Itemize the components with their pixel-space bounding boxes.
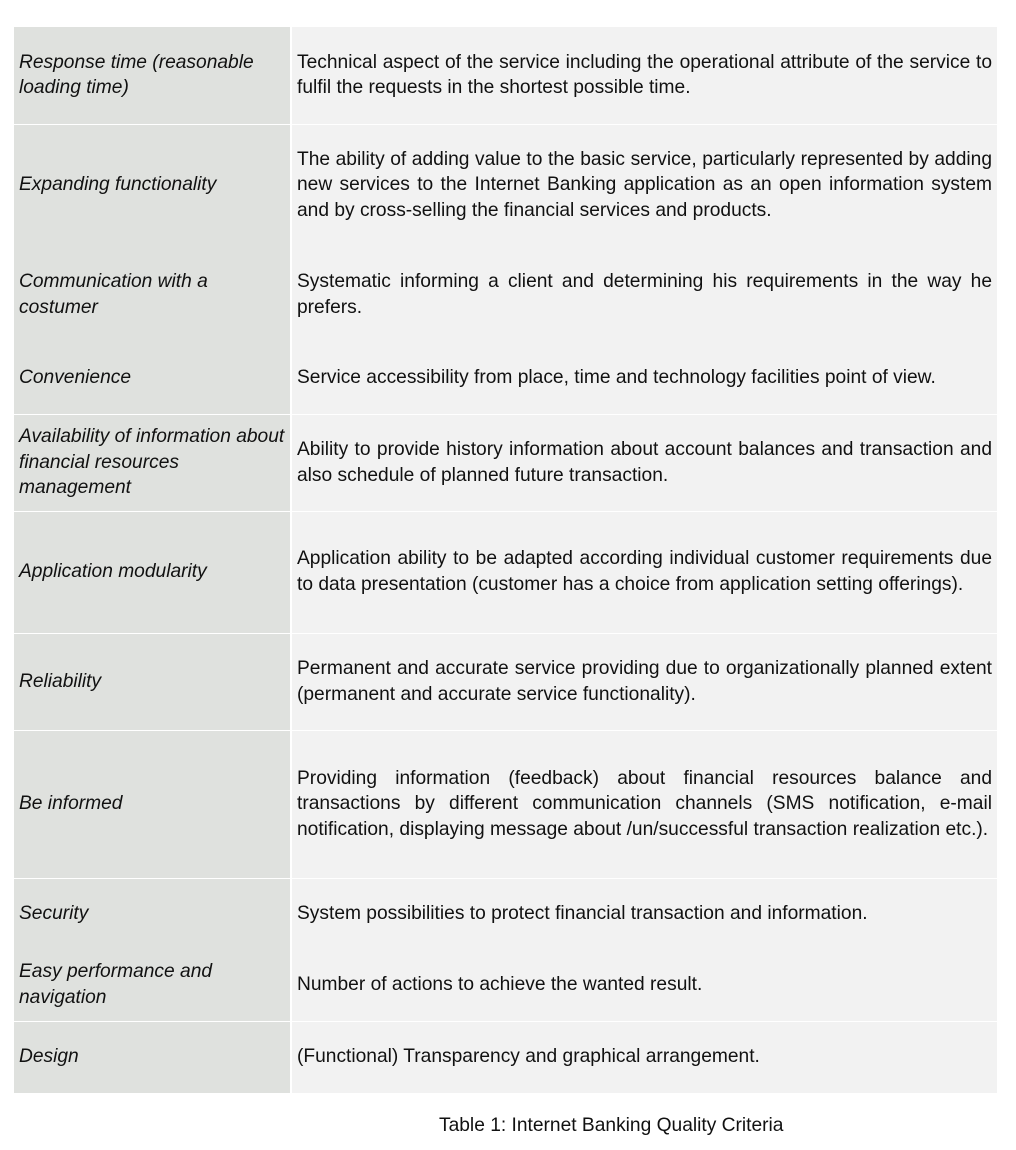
description-cell: Number of actions to achieve the wanted result. bbox=[291, 949, 997, 1021]
criterion-cell: Security bbox=[14, 878, 291, 949]
criterion-cell: Expanding functionality bbox=[14, 124, 291, 246]
table-row bbox=[14, 633, 997, 730]
table-row bbox=[14, 511, 997, 633]
table-row bbox=[14, 1021, 997, 1093]
description-cell: Permanent and accurate service providing due to organizationally planned extent (permanent and accurate service functionality). bbox=[291, 633, 997, 730]
description-cell: (Functional) Transparency and graphical arrangement. bbox=[291, 1021, 997, 1093]
description-cell: Ability to provide history information about account balances and transaction and also schedule of planned future transaction. bbox=[291, 414, 997, 511]
table-row bbox=[14, 949, 997, 1021]
table-row bbox=[14, 246, 997, 343]
criterion-cell: Application modularity bbox=[14, 511, 291, 633]
description-cell: Technical aspect of the service including the operational attribute of the service to fulfil the requests in the shortest possible time. bbox=[291, 27, 997, 124]
table-row bbox=[14, 730, 997, 878]
description-cell: Service accessibility from place, time and technology facilities point of view. bbox=[291, 343, 997, 414]
table-row bbox=[14, 27, 997, 124]
criterion-cell: Communication with a costumer bbox=[14, 246, 291, 343]
description-cell: Application ability to be adapted according individual customer requirements due to data presentation (customer has a choice from application setting offerings). bbox=[291, 511, 997, 633]
criterion-cell: Be informed bbox=[14, 730, 291, 878]
criterion-cell: Easy performance and navigation bbox=[14, 949, 291, 1021]
quality-criteria-table bbox=[14, 27, 997, 1093]
table-caption: Table 1: Internet Banking Quality Criteria bbox=[439, 1115, 784, 1136]
criterion-cell: Convenience bbox=[14, 343, 291, 414]
table-row bbox=[14, 878, 997, 949]
table-row bbox=[14, 343, 997, 414]
criterion-cell: Availability of information about financial resources management bbox=[14, 414, 291, 511]
criterion-cell: Reliability bbox=[14, 633, 291, 730]
criterion-cell: Design bbox=[14, 1021, 291, 1093]
description-cell: The ability of adding value to the basic service, particularly represented by adding new services to the Internet Banking application as an open information system and by cross-selling the financial services and products. bbox=[291, 124, 997, 246]
description-cell: Systematic informing a client and determining his requirements in the way he prefers. bbox=[291, 246, 997, 343]
table-row bbox=[14, 414, 997, 511]
criterion-cell: Response time (reasonable loading time) bbox=[14, 27, 291, 124]
table-row bbox=[14, 124, 997, 246]
description-cell: Providing information (feedback) about financial resources balance and transactions by different communication channels (SMS notification, e-mail notification, displaying message about /un/successful transaction realization etc.). bbox=[291, 730, 997, 878]
description-cell: System possibilities to protect financial transaction and information. bbox=[291, 878, 997, 949]
